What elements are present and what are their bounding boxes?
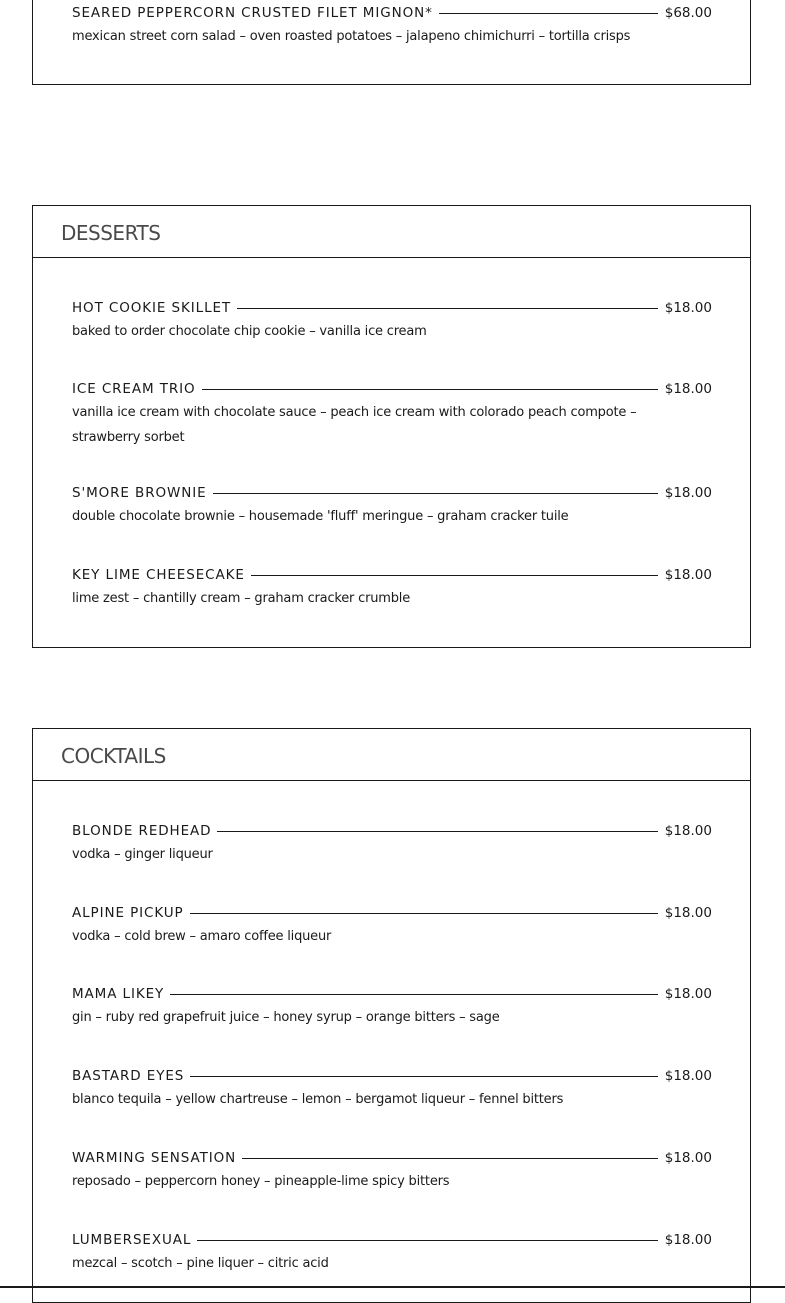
menu-item-price: $18.00 <box>664 1150 712 1166</box>
cocktails-section-box <box>32 728 751 1303</box>
menu-item <box>72 1065 712 1112</box>
menu-item-description: gin – ruby red grapefruit juice – honey syrup – orange bitters – sage <box>72 1010 500 1025</box>
menu-item-name: HOT COOKIE SKILLET <box>72 300 232 316</box>
menu-item <box>72 482 712 529</box>
menu-item-name: BLONDE REDHEAD <box>72 823 212 839</box>
dotted-leader-line <box>197 1240 657 1241</box>
dotted-leader-line <box>190 1076 658 1077</box>
dotted-leader-line <box>213 493 658 494</box>
menu-item-description: vanilla ice cream with chocolate sauce – peach ice cream with colorado peach compote – strawberry sorbet <box>72 405 637 445</box>
menu-item-price: $18.00 <box>664 986 712 1002</box>
menu-item-name: ICE CREAM TRIO <box>72 381 196 397</box>
dotted-leader-line <box>190 913 658 914</box>
menu-item-price: $18.00 <box>664 567 712 583</box>
menu-item <box>72 820 712 867</box>
menu-item-description: baked to order chocolate chip cookie – vanilla ice cream <box>72 324 427 339</box>
menu-item <box>72 564 712 611</box>
section-title-cocktails: COCKTAILS <box>61 743 166 768</box>
page-bottom-rule <box>0 1286 785 1288</box>
menu-item-price: $18.00 <box>664 823 712 839</box>
desserts-section-box <box>32 205 751 648</box>
dotted-leader-line <box>242 1158 658 1159</box>
dotted-leader-line <box>439 13 658 14</box>
menu-item-price: $68.00 <box>664 5 712 21</box>
menu-item-name: MAMA LIKEY <box>72 986 165 1002</box>
dotted-leader-line <box>202 389 658 390</box>
menu-item-description: mexican street corn salad – oven roasted potatoes – jalapeno chimichurri – tortilla crisps <box>72 29 631 44</box>
menu-item-description: lime zest – chantilly cream – graham cracker crumble <box>72 591 410 606</box>
dotted-leader-line <box>217 831 657 832</box>
menu-item-description: mezcal – scotch – pine liquer – citric acid <box>72 1256 329 1271</box>
dotted-leader-line <box>170 994 658 995</box>
menu-item <box>72 1229 712 1276</box>
section-title-desserts: DESSERTS <box>61 220 161 245</box>
section-header <box>33 729 750 781</box>
menu-item <box>72 378 712 450</box>
menu-item-description: vodka – cold brew – amaro coffee liqueur <box>72 929 332 944</box>
menu-item-price: $18.00 <box>664 381 712 397</box>
menu-item-name: WARMING SENSATION <box>72 1150 237 1166</box>
menu-item <box>72 902 712 949</box>
menu-item <box>72 297 712 344</box>
menu-item-description: reposado – peppercorn honey – pineapple-lime spicy bitters <box>72 1174 450 1189</box>
menu-item-price: $18.00 <box>664 905 712 921</box>
dotted-leader-line <box>237 308 658 309</box>
menu-item-name: BASTARD EYES <box>72 1068 185 1084</box>
menu-item-name: KEY LIME CHEESECAKE <box>72 567 245 583</box>
menu-item-price: $18.00 <box>664 1232 712 1248</box>
menu-item <box>72 2 712 49</box>
section-header <box>33 206 750 258</box>
menu-item-name: LUMBERSEXUAL <box>72 1232 192 1248</box>
dotted-leader-line <box>251 575 658 576</box>
menu-item-description: vodka – ginger liqueur <box>72 847 213 862</box>
menu-item-price: $18.00 <box>664 300 712 316</box>
menu-item-name: S'MORE BROWNIE <box>72 485 207 501</box>
menu-item-description: double chocolate brownie – housemade 'fluff' meringue – graham cracker tuile <box>72 509 569 524</box>
mains-section-box <box>32 0 751 85</box>
menu-item <box>72 983 712 1030</box>
menu-item-price: $18.00 <box>664 1068 712 1084</box>
menu-item-name: ALPINE PICKUP <box>72 905 184 921</box>
menu-item-name: SEARED PEPPERCORN CRUSTED FILET MIGNON* <box>72 5 433 21</box>
menu-item-description: blanco tequila – yellow chartreuse – lemon – bergamot liqueur – fennel bitters <box>72 1092 564 1107</box>
menu-item <box>72 1147 712 1194</box>
menu-item-price: $18.00 <box>664 485 712 501</box>
